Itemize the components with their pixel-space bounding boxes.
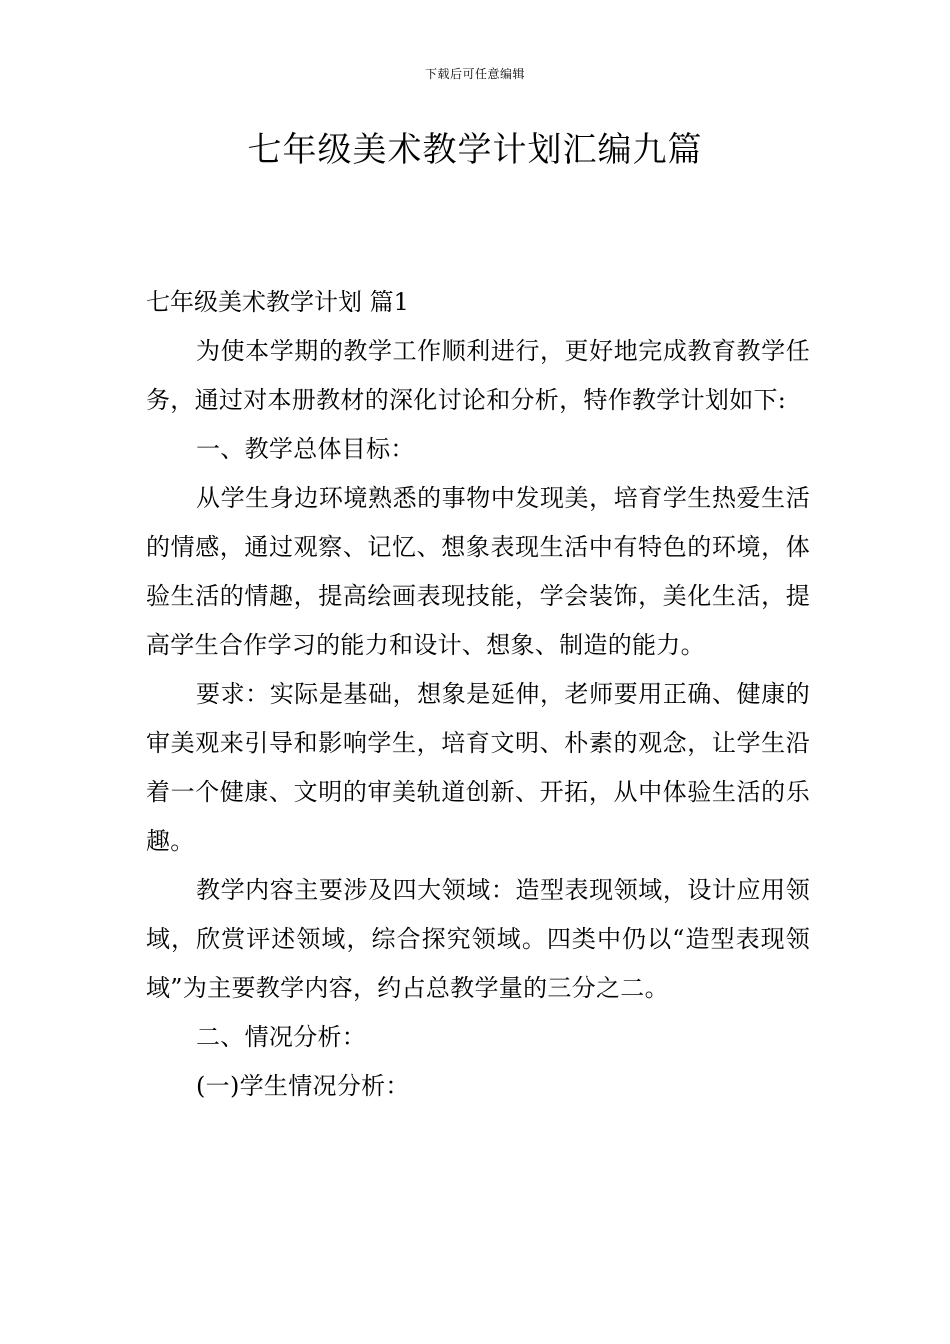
paragraph-requirements: 要求：实际是基础，想象是延伸，老师要用正确、健康的审美观来引导和影响学生，培育文明、朴素的观念，让学生沿着一个健康、文明的审美轨道创新、开拓，从中体验生活的乐趣。 — [146, 680, 810, 855]
paragraph-content-areas: 教学内容主要涉及四大领域：造型表现领域，设计应用领域，欣赏评述领域，综合探究领域。四类中仍以“造型表现领域”为主要教学内容，约占总教学量的三分之二。 — [146, 876, 810, 1002]
paragraph-heading-goals: 一、教学总体目标： — [196, 435, 415, 463]
document-body — [146, 327, 810, 1111]
paragraph-intro: 为使本学期的教学工作顺利进行，更好地完成教育教学任务，通过对本册教材的深化讨论和分析，特作教学计划如下: — [146, 337, 810, 414]
document-title: 七年级美术教学计划汇编九篇 — [247, 130, 703, 170]
paragraph-heading-analysis: 二、情况分析： — [196, 1023, 367, 1051]
paragraph-heading-students: (一)学生情况分析： — [196, 1072, 410, 1100]
section-heading: 七年级美术教学计划 篇1 — [146, 288, 409, 316]
header-note: 下载后可任意编辑 — [424, 67, 525, 81]
paragraph-goals: 从学生身边环境熟悉的事物中发现美，培育学生热爱生活的情感，通过观察、记忆、想象表现生活中有特色的环境，体验生活的情趣，提高绘画表现技能，学会装饰，美化生活，提高学生合作学习的能力和设计、想象、制造的能力。 — [146, 484, 810, 659]
